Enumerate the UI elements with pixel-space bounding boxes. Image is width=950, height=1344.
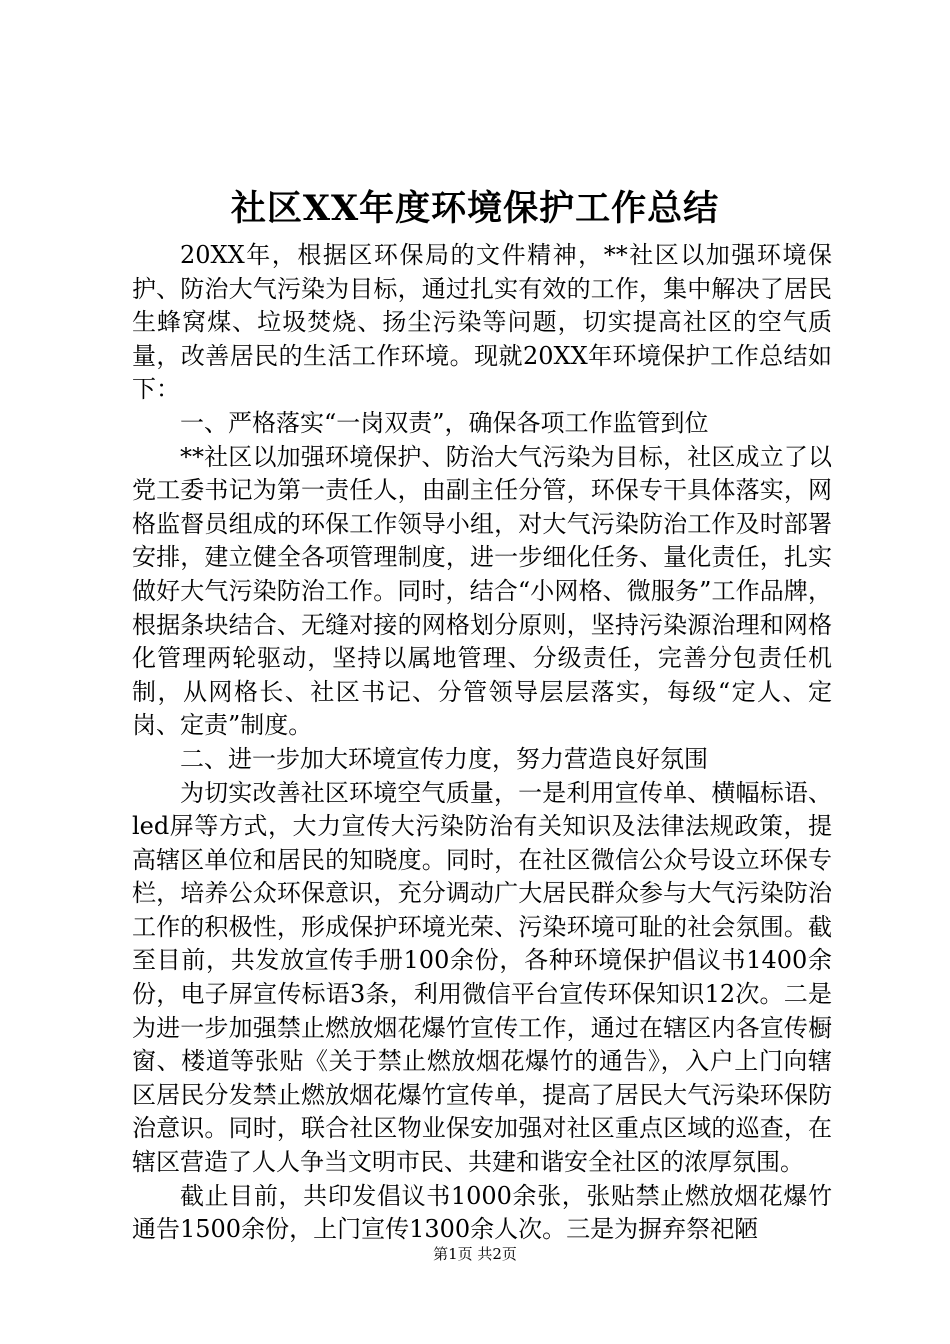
intro-paragraph: 20XX年，根据区环保局的文件精神，**社区以加强环境保护、防治大气污染为目标，通过扎实有效的工作，集中解决了居民生蜂窝煤、垃圾焚烧、扬尘污染等问题，切实提高社区的空气质量，改善居民的生活工作环境。现就20XX年环境保护工作总结如下： — [132, 241, 832, 404]
section-1-paragraph: **社区以加强环境保护、防治大气污染为目标，社区成立了以党工委书记为第一责任人，由副主任分管，环保专干具体落实，网格监督员组成的环保工作领导小组，对大气污染防治工作及时部署安排，建立健全各项管理制度，进一步细化任务、量化责任，扎实做好大气污染防治工作。同时，结合“小网格、微服务”工作品牌，根据条块结合、无缝对接的网格划分原则，坚持污染源治理和网格化管理两轮驱动，坚持以属地管理、分级责任，完善分包责任机制，从网格长、社区书记、分管领导层层落实，每级“定人、定岗、定责”制度。 — [132, 442, 832, 740]
section-2-paragraph: 为切实改善社区环境空气质量，一是利用宣传单、横幅标语、led屏等方式，大力宣传大污染防治有关知识及法律法规政策，提高辖区单位和居民的知晓度。同时，在社区微信公众号设立环保专栏，培养公众环保意识，充分调动广大居民群众参与大气污染防治工作的积极性，形成保护环境光荣、污染环境可耻的社会氛围。截至目前，共发放宣传手册100余份，各种环境保护倡议书1400余份，电子屏宣传标语3条，利用微信平台宣传环保知识12次。二是为进一步加强禁止燃放烟花爆竹宣传工作，通过在辖区内各宣传橱窗、楼道等张贴《关于禁止燃放烟花爆竹的通告》，入户上门向辖区居民分发禁止燃放烟花爆竹宣传单，提高了居民大气污染环保防治意识。同时，联合社区物业保安加强对社区重点区域的巡查，在辖区营造了人人争当文明市民、共建和谐安全社区的浓厚氛围。 — [132, 778, 832, 1177]
page-footer: 第1页 共2页 — [433, 1245, 517, 1263]
section-heading-1: 一、严格落实“一岗双责”，确保各项工作监管到位 — [180, 408, 709, 437]
section-2-paragraph-continued: 截止目前，共印发倡议书1000余张，张贴禁止燃放烟花爆竹通告1500余份，上门宣传1300余人次。三是为摒弃祭祀陋 — [132, 1181, 832, 1244]
document-body — [132, 239, 832, 1247]
section-heading-2: 二、进一步加大环境宣传力度，努力营造良好氛围 — [180, 744, 708, 773]
document-title: 社区XX年度环境保护工作总结 — [230, 188, 720, 229]
